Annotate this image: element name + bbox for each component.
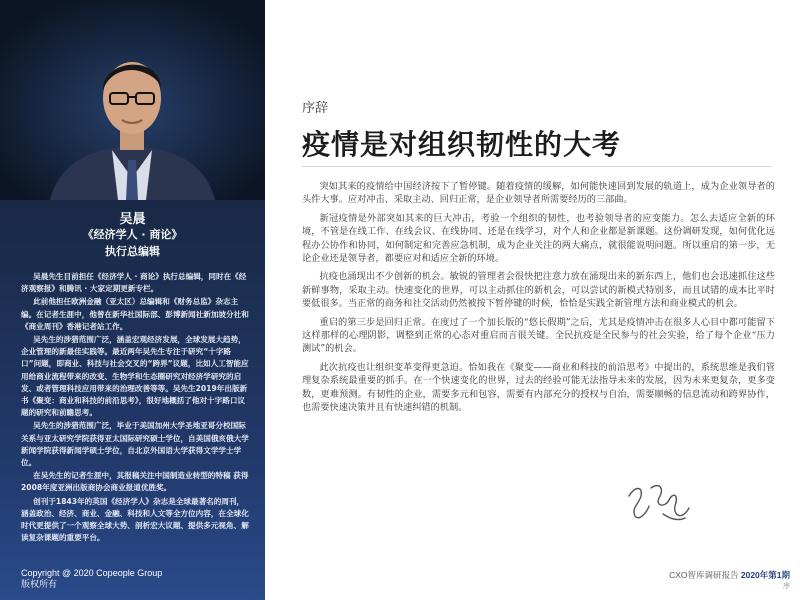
author-role: 执行总编辑 [105,245,160,258]
author-name: 吴晨 [119,212,146,227]
article-paragraph: 突如其来的疫情给中国经济按下了暂停键。随着疫情的缓解，如何能快速回到发展的轨道上，成为企业领导者的头件大事。应对冲击、采取主动、回归正常，是企业领导者所需要经历的三部曲。 [302,181,775,206]
bio-paragraph: 吴晨先生目前担任《经济学人 · 商论》执行总编辑，同时在《经济观察报》和腾讯 · 大家定期更新专栏。 [21,272,247,294]
article-paragraph: 此次抗疫也让组织变革变得更急迫。恰如我在《聚变——商业和科技的前沿思考》中提出的，系统思维是我们管理复杂系统最重要的抓手。在一个快速变化的世界，过去的经验可能无法指导未来的发展，因为未来更复杂，更多变数，更难预测。有韧性的企业，需要多元和包容，需要有内部充分的授权与自治，需要顺畅的信息流动和跨界协作，也需要快速决策并且有快速纠错的机制。 [302,361,775,414]
article-body [302,180,775,420]
signature [625,478,695,532]
author-bio [21,271,249,545]
article-paragraph: 抗疫也涌现出不少创新的机会。敏锐的管理者会很快把注意力放在涌现出来的新东西上，他们也会迅速抓住这些新鲜事物，采取主动。快速变化的世界，可以主动抓住的新机会，可以尝试的新模式特别多，而且试错的成本比平时要低很多。当正常的商务和社交活动仍然被按下暂停键的时候，恰恰是实践全新管理方法和商业模式的机会。 [302,271,775,310]
author-sidebar [0,0,265,600]
article-paragraph: 重启的第三步是回归正常。在度过了一个加长版的“悠长假期”之后，尤其是疫情冲击在很多人心目中都可能留下这样那样的心理阴影，调整到正常的心态对重启而言很关键。全民抗疫是全民参与的社会实验，给了每个企业“压力测试”的机会。 [302,316,775,355]
footer-brand [669,569,790,581]
author-portrait [0,0,265,200]
footer-brand-prefix: CXO智库调研报告 [669,570,741,580]
author-publication: 《经济学人 · 商论》 [82,228,183,241]
section-label: 序辞 [302,101,329,116]
footer-brand-issue: 2020年第1期 [740,570,790,580]
bio-paragraph: 此前他担任欧洲金融（亚太区）总编辑和《财务总监》杂志主编。在记者生涯中，他曾在新华社国际部、彭博新闻社新加坡分社和《商业周刊》香港记者站工作。 [21,297,249,331]
copyright-line: Copyright @ 2020 Copeople Group [21,568,163,578]
title-divider [302,166,772,167]
bio-paragraph: 创刊于1843年的英国《经济学人》杂志是全球最著名的周刊，涵盖政治、经济、商业、金融、科技和人文等全方位内容，在全球化时代更提供了一个观察全球大势、剖析宏大议题、提供多元视角、解读复杂课题的重要平台。 [21,496,249,543]
bio-paragraph: 在吴先生的记者生涯中，其报稿关注中国制造业转型的特稿 获得2008年度亚洲出版商协会商业报道优胜奖。 [21,471,249,493]
copyright-line: 版权所有 [21,579,58,589]
article-paragraph: 新冠疫情是外部突如其来的巨大冲击，考验一个组织的韧性，也考验领导者的应变能力。怎么去适应全新的环境，不管是在线工作、在线会议、在线协同、还是在线学习，对个人和企业都是新课题。这份调研发现，如何优化远程办公协作和协同，如何制定和完善应急机制，成为企业关注的两大痛点，就很能说明问题。所以重启的第一步，无论企业还是领导者，都要应对和适应全新的环境。 [302,212,775,265]
page-title: 疫情是对组织韧性的大考 [302,128,622,161]
main-content [265,0,800,600]
bio-paragraph: 吴先生的涉猎范围广泛，毕业于美国加州大学圣地亚哥分校国际关系与亚太研究学院获得亚太国际研究硕士学位，自美国俄亥俄大学新闻学院获得新闻学硕士学位，自北京外国语大学获得文学学士学位。 [21,421,249,468]
footer-section: 序 [783,583,790,590]
bio-paragraph: 吴先生的涉猎范围广泛，涵盖宏观经济发展，全球发展大趋势，企业管理的新最佳实践等。最近两年吴先生专注于研究“十字路口”问题，即商业、科技与社会交叉的“跨界”议题，比如人工智能应用给商业流程带来的改变、生物学和生态圈研究对经济学研究的启发、或者管理科技应用带来的治理改善等等。吴先生2019年出版新书《聚变：商业和科技的前沿思考》，很好地概括了他对十字路口议题的研究和前瞻思考。 [21,335,249,418]
copyright-notice [21,568,162,590]
